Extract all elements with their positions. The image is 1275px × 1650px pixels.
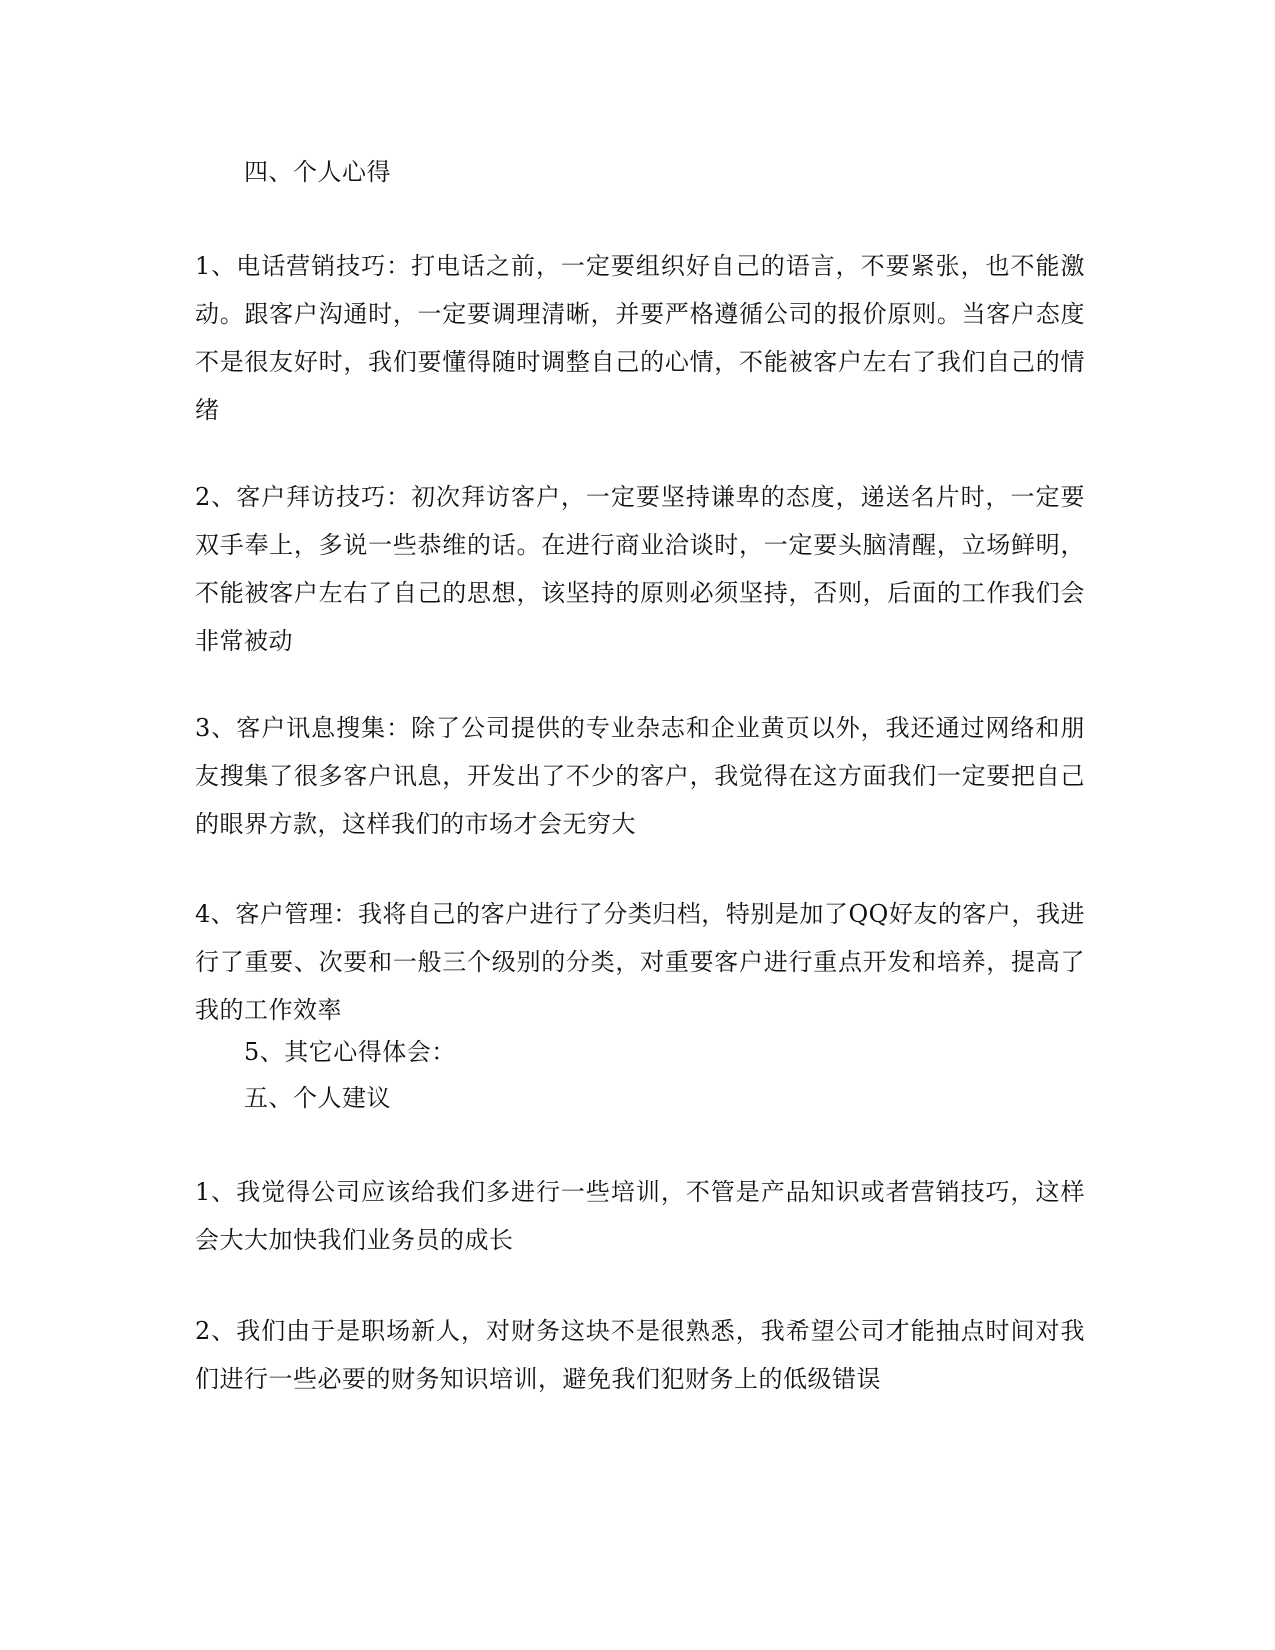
section-heading-five: 五、个人建议 — [244, 1084, 391, 1112]
paragraph-suggestion-training: 1、我觉得公司应该给我们多进行一些培训，不管是产品知识或者营销技巧，这样会大大加快我们业务员的成长 — [195, 1178, 1085, 1254]
section-heading-four: 四、个人心得 — [244, 158, 391, 186]
paragraph-suggestion-finance: 2、我们由于是职场新人，对财务这块不是很熟悉，我希望公司才能抽点时间对我们进行一些必要的财务知识培训，避免我们犯财务上的低级错误 — [195, 1317, 1085, 1393]
paragraph-client-management: 4、客户管理：我将自己的客户进行了分类归档，特别是加了QQ好友的客户，我进行了重要、次要和一般三个级别的分类，对重要客户进行重点开发和培养，提高了我的工作效率 — [195, 900, 1085, 1024]
paragraph-other-experience: 5、其它心得体会： — [244, 1038, 456, 1066]
paragraph-client-visit: 2、客户拜访技巧：初次拜访客户，一定要坚持谦卑的态度，递送名片时，一定要双手奉上，多说一些恭维的话。在进行商业洽谈时，一定要头脑清醒，立场鲜明，不能被客户左右了自己的思想，该坚持的原则必须坚持，否则，后面的工作我们会非常被动 — [195, 483, 1085, 655]
paragraph-client-info: 3、客户讯息搜集：除了公司提供的专业杂志和企业黄页以外，我还通过网络和朋友搜集了很多客户讯息，开发出了不少的客户，我觉得在这方面我们一定要把自己的眼界方款，这样我们的市场才会无穷大 — [195, 714, 1085, 838]
paragraph-phone-marketing: 1、电话营销技巧：打电话之前，一定要组织好自己的语言，不要紧张，也不能激动。跟客户沟通时，一定要调理清晰，并要严格遵循公司的报价原则。当客户态度不是很友好时，我们要懂得随时调整自己的心情，不能被客户左右了我们自己的情绪 — [195, 252, 1085, 424]
